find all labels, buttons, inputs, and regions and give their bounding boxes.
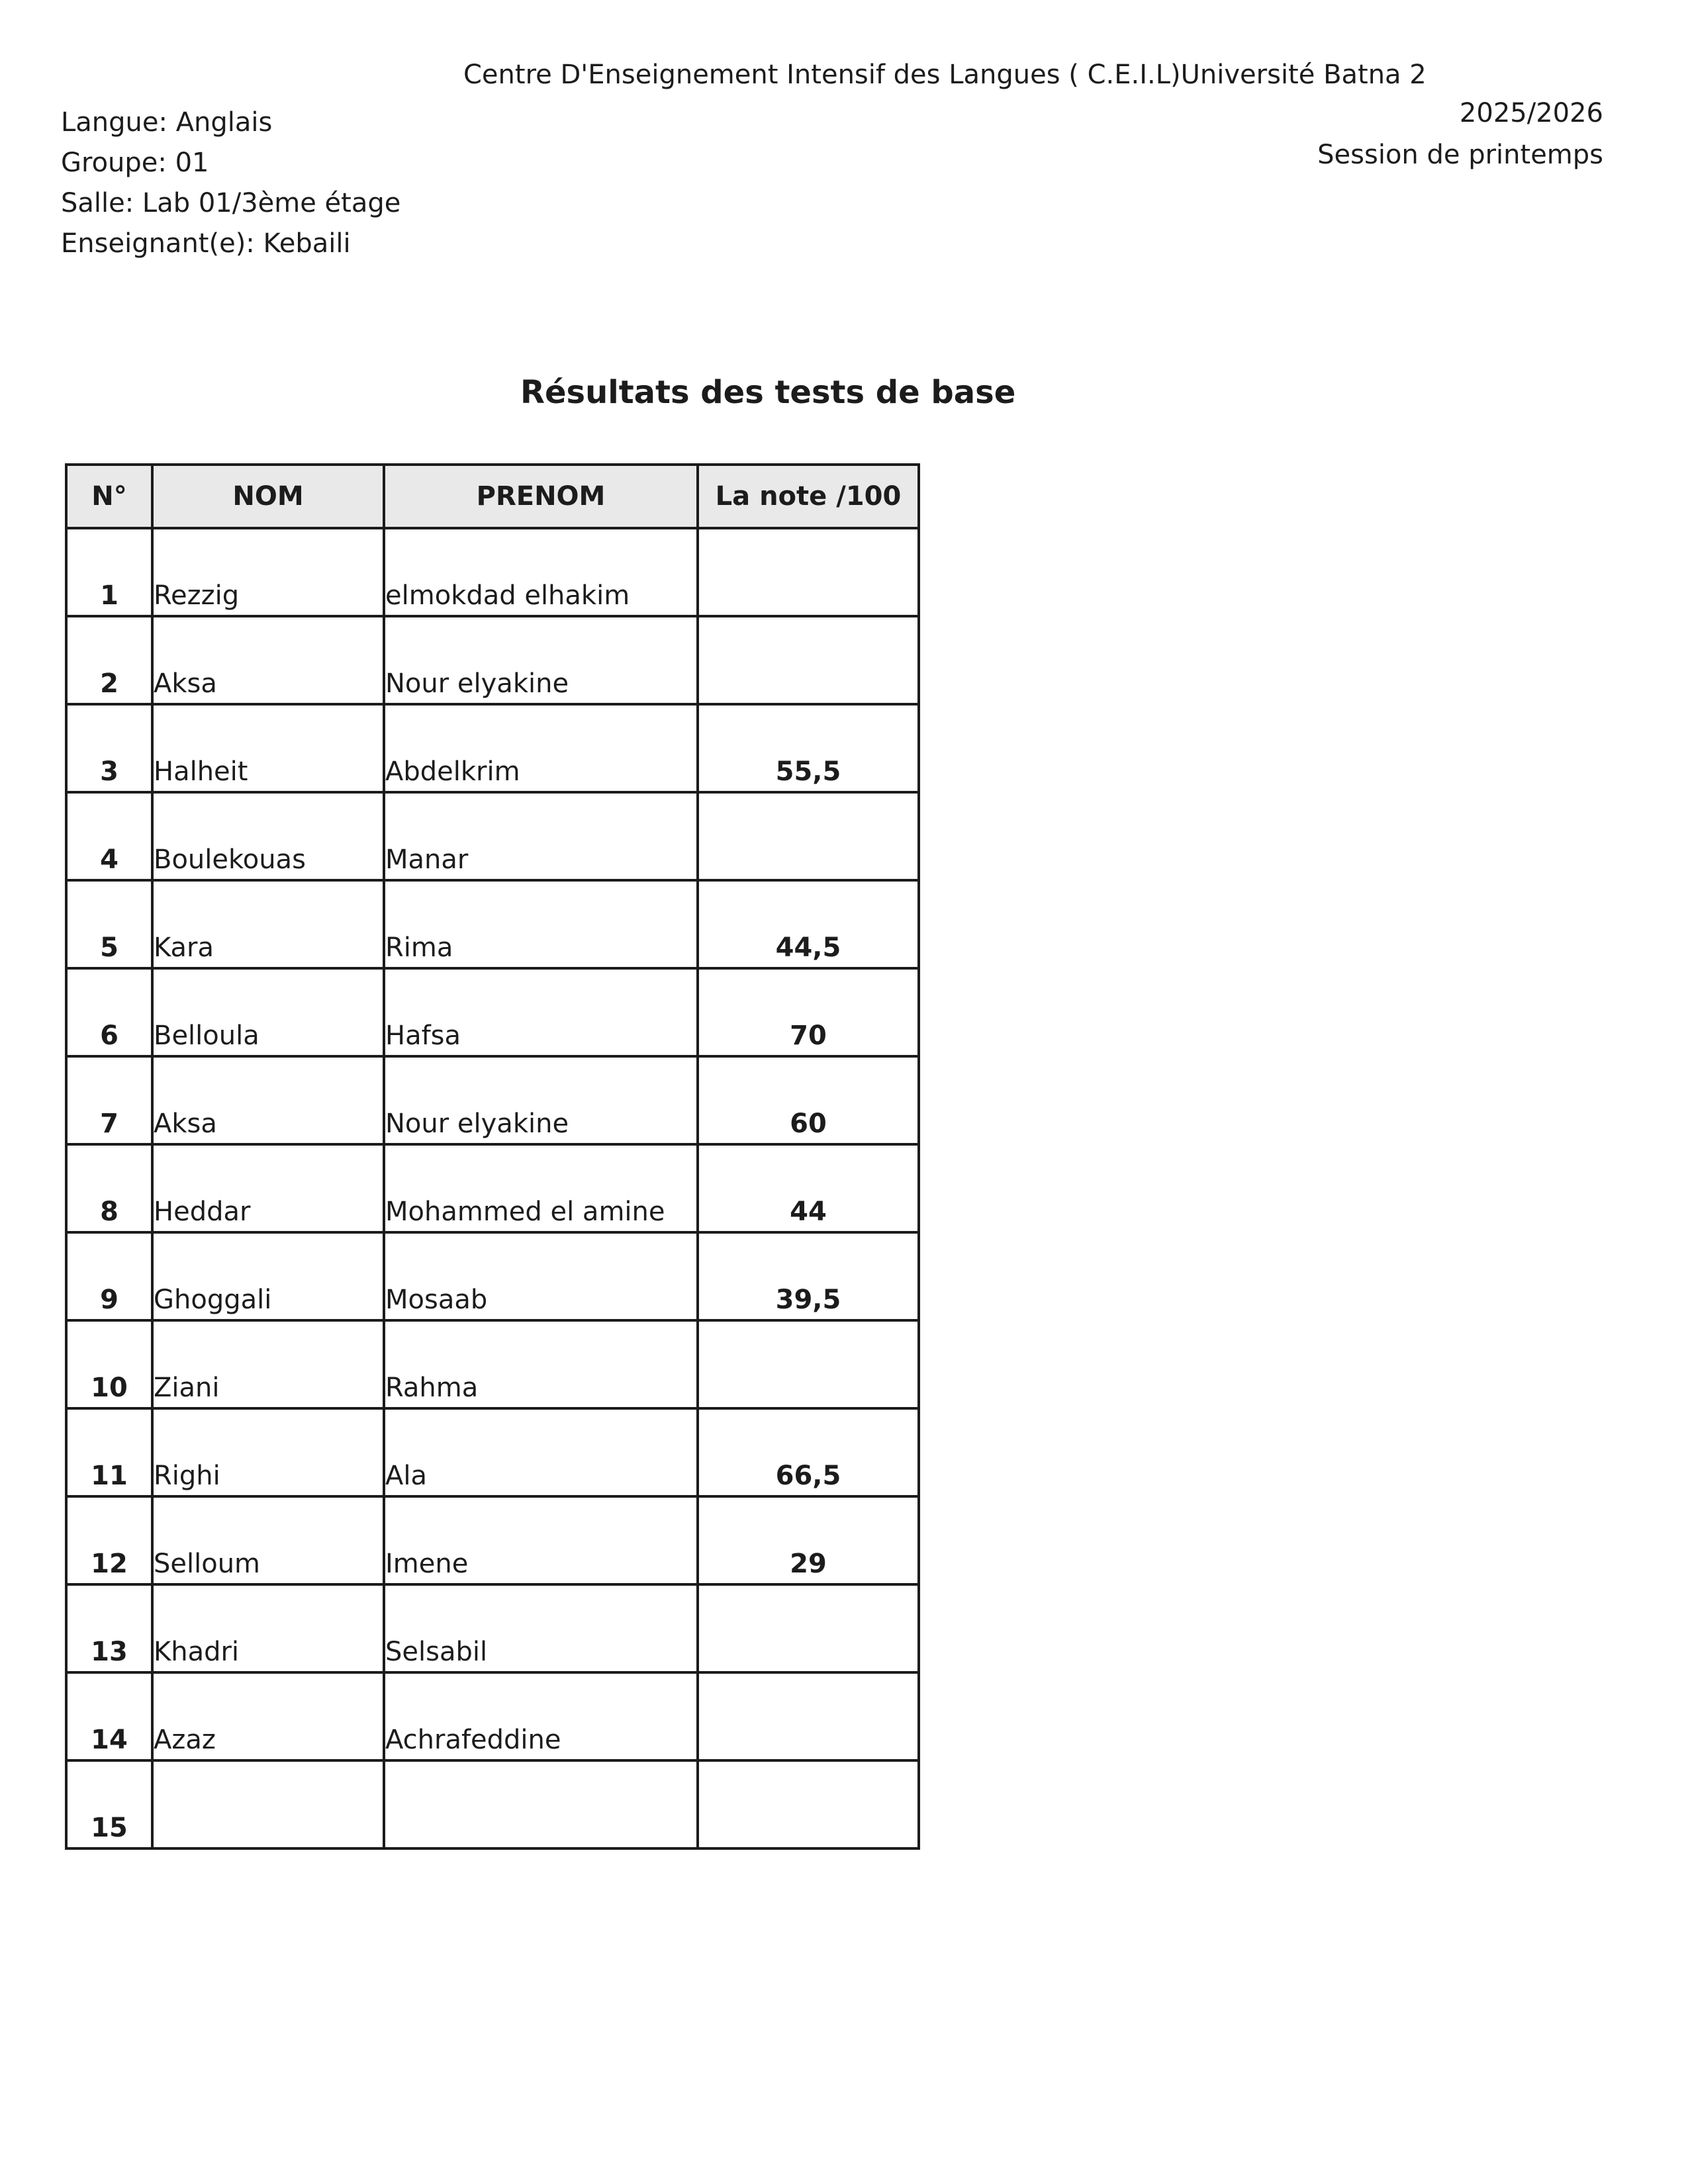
- nom-cell: Ghoggali: [152, 1232, 384, 1320]
- row-number: 2: [66, 616, 152, 704]
- prenom-cell: Mohammed el amine: [384, 1144, 698, 1232]
- prenom-cell: Selsabil: [384, 1584, 698, 1672]
- header-nom: NOM: [152, 465, 384, 528]
- nom-cell: Kara: [152, 880, 384, 968]
- table-row: [66, 880, 919, 968]
- note-cell: [698, 616, 919, 704]
- row-number: 7: [66, 1056, 152, 1144]
- document-title: Résultats des tests de base: [520, 374, 1016, 411]
- table-row: [66, 528, 919, 616]
- note-cell: [698, 1760, 919, 1848]
- table-row: [66, 1408, 919, 1496]
- note-cell: 70: [698, 968, 919, 1056]
- note-cell: [698, 528, 919, 616]
- row-number: 13: [66, 1584, 152, 1672]
- table-header-row: [66, 465, 919, 528]
- nom-cell: Boulekouas: [152, 792, 384, 880]
- nom-cell: Heddar: [152, 1144, 384, 1232]
- langue-line: Langue: Anglais: [61, 107, 273, 138]
- prenom-cell: Nour elyakine: [384, 616, 698, 704]
- nom-cell: Selloum: [152, 1496, 384, 1584]
- header-prenom: PRENOM: [384, 465, 698, 528]
- nom-cell: Righi: [152, 1408, 384, 1496]
- table-row: [66, 1056, 919, 1144]
- prenom-cell: Achrafeddine: [384, 1672, 698, 1760]
- prenom-cell: Imene: [384, 1496, 698, 1584]
- course-info: [61, 103, 400, 264]
- results-body: [66, 528, 919, 1848]
- table-row: [66, 1496, 919, 1584]
- row-number: 4: [66, 792, 152, 880]
- table-row: [66, 1584, 919, 1672]
- nom-cell: Azaz: [152, 1672, 384, 1760]
- table-row: [66, 1144, 919, 1232]
- note-cell: 55,5: [698, 704, 919, 792]
- note-cell: 39,5: [698, 1232, 919, 1320]
- nom-cell: Ziani: [152, 1320, 384, 1408]
- table-row: [66, 792, 919, 880]
- nom-cell: Rezzig: [152, 528, 384, 616]
- row-number: 11: [66, 1408, 152, 1496]
- note-cell: 60: [698, 1056, 919, 1144]
- salle-line: Salle: Lab 01/3ème étage: [61, 188, 401, 218]
- table-row: [66, 1760, 919, 1848]
- row-number: 8: [66, 1144, 152, 1232]
- row-number: 3: [66, 704, 152, 792]
- prenom-cell: Hafsa: [384, 968, 698, 1056]
- academic-year: 2025/2026: [1459, 98, 1603, 128]
- row-number: 15: [66, 1760, 152, 1848]
- note-cell: [698, 1584, 919, 1672]
- prenom-cell: Abdelkrim: [384, 704, 698, 792]
- prenom-cell: Rima: [384, 880, 698, 968]
- session-info: [1317, 93, 1603, 176]
- nom-cell: Khadri: [152, 1584, 384, 1672]
- nom-cell: Aksa: [152, 616, 384, 704]
- table-row: [66, 1320, 919, 1408]
- header-note: La note /100: [698, 465, 919, 528]
- table-row: [66, 1672, 919, 1760]
- prenom-cell: Mosaab: [384, 1232, 698, 1320]
- note-cell: [698, 792, 919, 880]
- table-row: [66, 704, 919, 792]
- prenom-cell: Ala: [384, 1408, 698, 1496]
- prenom-cell: Manar: [384, 792, 698, 880]
- institution-header: Centre D'Enseignement Intensif des Langues ( C.E.I.L)Université Batna 2: [463, 60, 1427, 90]
- nom-cell: Aksa: [152, 1056, 384, 1144]
- row-number: 6: [66, 968, 152, 1056]
- prenom-cell: Nour elyakine: [384, 1056, 698, 1144]
- note-cell: [698, 1320, 919, 1408]
- note-cell: 66,5: [698, 1408, 919, 1496]
- header-number: N°: [66, 465, 152, 528]
- table-row: [66, 1232, 919, 1320]
- row-number: 12: [66, 1496, 152, 1584]
- results-table: [65, 463, 920, 1850]
- row-number: 9: [66, 1232, 152, 1320]
- prenom-cell: [384, 1760, 698, 1848]
- nom-cell: Belloula: [152, 968, 384, 1056]
- prenom-cell: Rahma: [384, 1320, 698, 1408]
- table-row: [66, 616, 919, 704]
- row-number: 10: [66, 1320, 152, 1408]
- note-cell: 44,5: [698, 880, 919, 968]
- note-cell: 44: [698, 1144, 919, 1232]
- table-row: [66, 968, 919, 1056]
- nom-cell: Halheit: [152, 704, 384, 792]
- row-number: 1: [66, 528, 152, 616]
- session-name: Session de printemps: [1317, 140, 1603, 170]
- row-number: 5: [66, 880, 152, 968]
- nom-cell: [152, 1760, 384, 1848]
- prenom-cell: elmokdad elhakim: [384, 528, 698, 616]
- enseignant-line: Enseignant(e): Kebaili: [61, 228, 351, 259]
- groupe-line: Groupe: 01: [61, 148, 209, 178]
- note-cell: [698, 1672, 919, 1760]
- row-number: 14: [66, 1672, 152, 1760]
- note-cell: 29: [698, 1496, 919, 1584]
